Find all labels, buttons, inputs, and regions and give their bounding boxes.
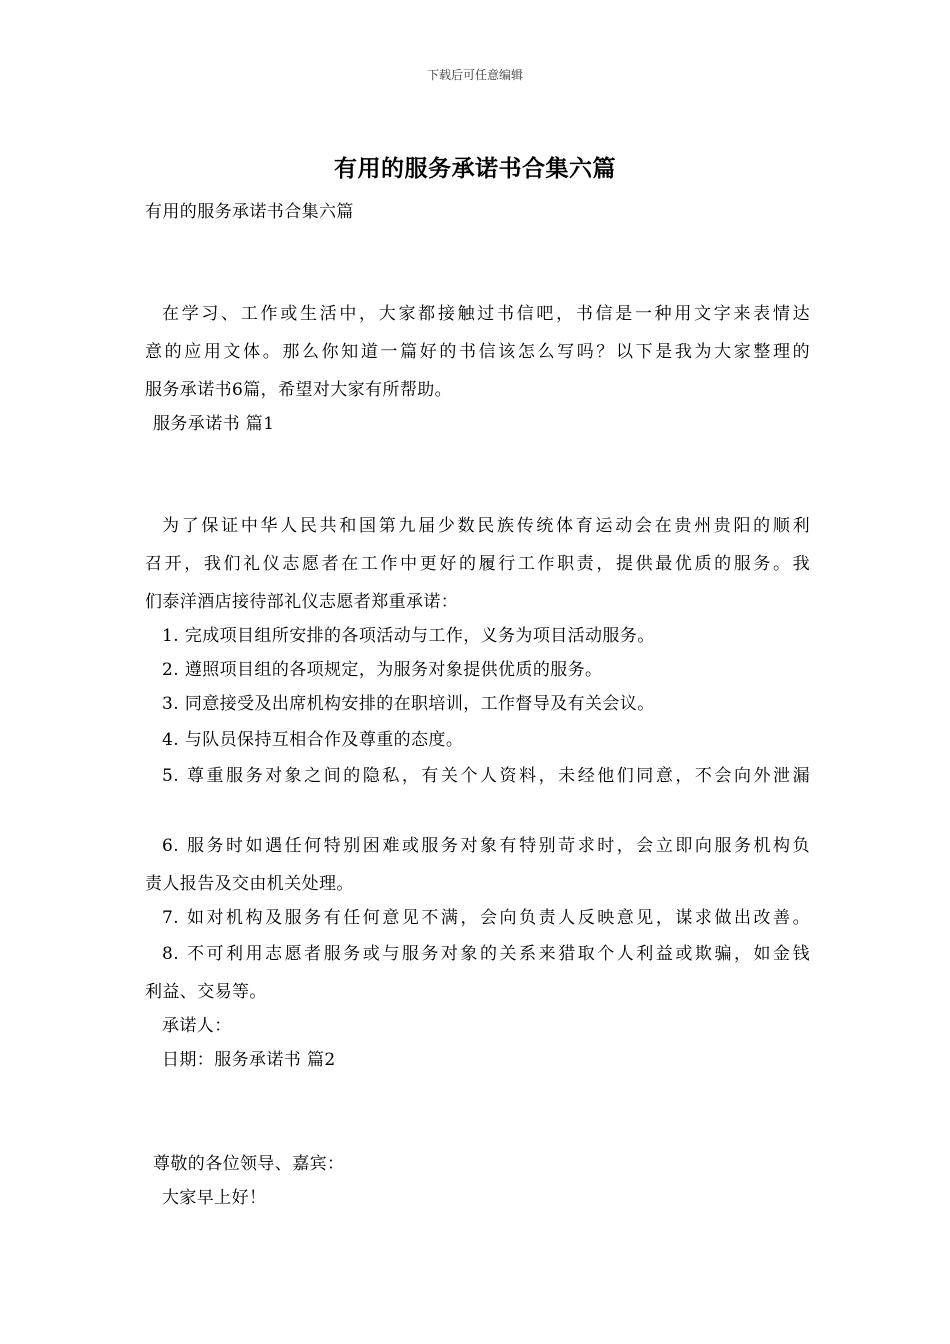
list-item: 8. 不可利用志愿者服务或与服务对象的关系来猎取个人利益或欺骗，如金钱 (162, 944, 810, 964)
date-line: 日期：服务承诺书 篇2 (162, 1050, 336, 1070)
header-note: 下载后可任意编辑 (426, 68, 523, 82)
list-item-continuation: 责人报告及交由机关处理。 (145, 874, 354, 894)
list-item-continuation: 利益、交易等。 (145, 982, 267, 1002)
greeting-line: 尊敬的各位领导、嘉宾： (153, 1154, 345, 1174)
section-heading: 服务承诺书 篇1 (153, 414, 275, 434)
document-subtitle: 有用的服务承诺书合集六篇 (145, 202, 354, 222)
document-title: 有用的服务承诺书合集六篇 (334, 155, 616, 182)
list-item: 5. 尊重服务对象之间的隐私，有关个人资料，未经他们同意，不会向外泄漏 (162, 766, 810, 786)
list-item: 4. 与队员保持互相合作及尊重的态度。 (162, 730, 464, 750)
intro-line: 意的应用文体。那么你知道一篇好的书信该怎么写吗？以下是我为大家整理的 (145, 342, 810, 362)
list-item: 6. 服务时如遇任何特别困难或服务对象有特别苛求时，会立即向服务机构负 (162, 836, 810, 856)
paragraph-line: 召开，我们礼仪志愿者在工作中更好的履行工作职责，提供最优质的服务。我 (145, 554, 810, 574)
intro-line: 服务承诺书6篇，希望对大家有所帮助。 (145, 380, 453, 400)
intro-line: 在学习、工作或生活中，大家都接触过书信吧，书信是一种用文字来表情达 (162, 304, 810, 324)
paragraph-line: 为了保证中华人民共和国第九届少数民族传统体育运动会在贵州贵阳的顺利 (162, 516, 810, 536)
good-morning-line: 大家早上好！ (162, 1188, 267, 1208)
list-item: 3. 同意接受及出席机构安排的在职培训，工作督导及有关会议。 (162, 694, 655, 714)
promiser-line: 承诺人： (162, 1016, 232, 1036)
paragraph-line: 们泰洋酒店接待部礼仪志愿者郑重承诺： (145, 592, 459, 612)
list-item: 7. 如对机构及服务有任何意见不满，会向负责人反映意见，谋求做出改善。 (162, 908, 810, 928)
list-item: 2. 遵照项目组的各项规定，为服务对象提供优质的服务。 (162, 660, 603, 680)
list-item: 1. 完成项目组所安排的各项活动与工作，义务为项目活动服务。 (162, 626, 655, 646)
